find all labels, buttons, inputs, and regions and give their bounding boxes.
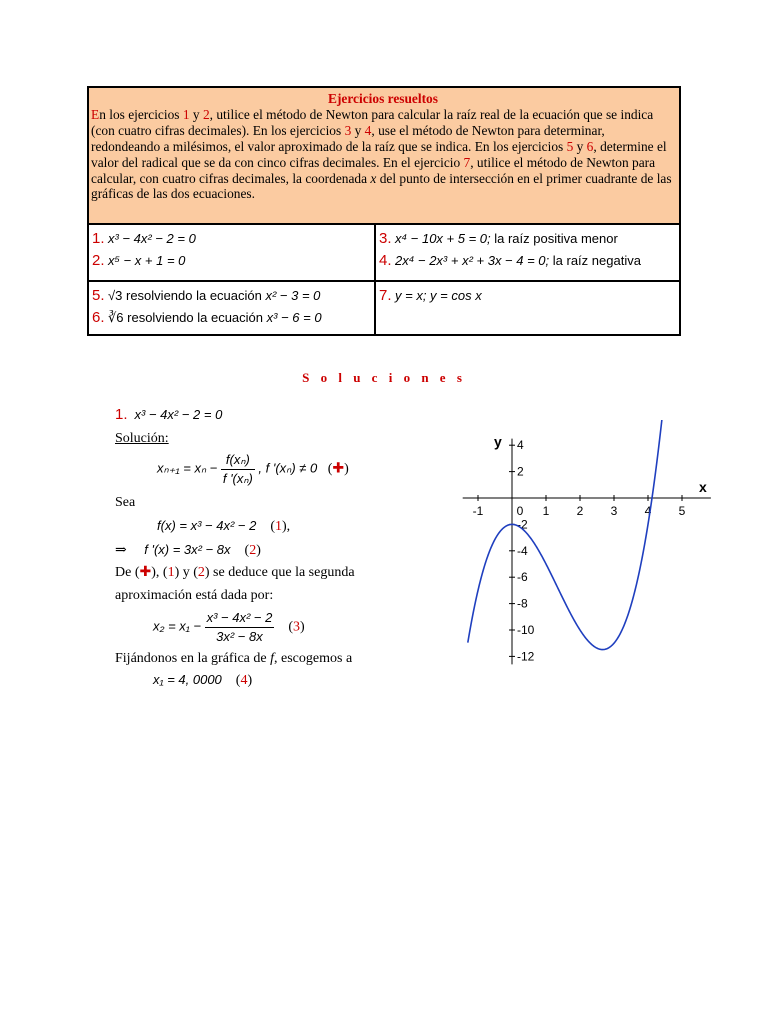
fij-text: Fijándonos en la gráfica de [115, 651, 271, 666]
fraction-denominator: 3x² − 8x [216, 629, 263, 644]
intro-text: , use el método de Newton para determinar, redondeando a milésimos, el valor aproximado de la raíz que se indica. En los ejercicios [91, 122, 605, 154]
exercise-number: 5. [92, 287, 105, 304]
x-axis-label: x [699, 479, 707, 495]
y-tick-label: -12 [517, 649, 535, 664]
fijandonos-text [115, 650, 352, 668]
x2-lhs: x₂ = x₁ − [153, 618, 202, 634]
exercise-equation: x³ − 6 = 0 [266, 310, 322, 325]
y-tick-label: -8 [517, 596, 528, 611]
intro-text: y [189, 106, 203, 122]
intro-ref: 2 [202, 106, 210, 122]
exercise-note: la raíz negativa [549, 253, 641, 268]
cell-exercises-3-4 [376, 226, 679, 280]
exercise-radical: ∛6 [108, 310, 124, 325]
header-intro [91, 107, 675, 202]
y-tick-label: -10 [517, 623, 535, 637]
deduction-text: ) se deduce que la segunda [204, 565, 355, 580]
intro-ref: 5 [566, 138, 574, 154]
graph-axes [463, 439, 711, 665]
intro-ref: 7 [463, 154, 471, 170]
solutions-title: S o l u c i o n e s [302, 370, 466, 385]
y-tick-label: 4 [517, 438, 524, 453]
exercise-equation: x⁵ − x + 1 = 0 [108, 253, 186, 268]
intro-text: del punto de intersección en el primer cuadrante de las gráficas de las dos ecuaciones. [91, 170, 672, 202]
exercise-number: 2. [92, 252, 105, 269]
exercise-note: la raíz positiva menor [490, 231, 618, 246]
exercise-text: resolviendo la ecuación [123, 310, 267, 325]
deduction-line [115, 564, 355, 582]
intro-ref: 3 [344, 122, 352, 138]
ref-label: 4 [240, 673, 248, 688]
ref-label: 2 [249, 543, 257, 558]
ref-label: 1 [167, 565, 175, 580]
y-axis-label: y [494, 433, 502, 450]
intro-text: , utilice el método de Newton para calcular, con cuatro cifras decimales, la coordenada [91, 154, 656, 186]
newton-formula: xₙ₊₁ = xₙ − $\frac{\text{f(xₙ)}}{\text{f '(xₙ)}}$ , f '(xₙ) ≠ 0 (✚) [157, 452, 349, 486]
x-tick-label: 1 [542, 504, 550, 518]
fraction-numerator: x³ − 4x² − 2 [205, 609, 275, 628]
ref-label: 1 [275, 519, 283, 534]
exercise-1 [92, 228, 371, 250]
fraction-denominator: f '(xₙ) [222, 471, 253, 486]
exercise-number: 7. [379, 287, 392, 304]
x-tick-label: 3 [610, 504, 618, 518]
x-tick-label: 4 [644, 504, 652, 518]
x2-fraction [205, 609, 275, 646]
exercise-equation: 2x⁴ − 2x³ + x² + 3x − 4 = 0; [395, 253, 550, 268]
aproximacion-text: aproximación está dada por: [115, 588, 274, 603]
header-title: Ejercicios resueltos [328, 91, 438, 106]
y-tick-label: 2 [517, 464, 524, 479]
intro-text: y [573, 138, 587, 154]
exercise-2 [92, 250, 371, 272]
fraction-numerator: f(xₙ) [221, 451, 255, 470]
x1-value: x₁ = 4, 0000 (4) [153, 672, 253, 688]
deduction-text: ) y ( [174, 565, 198, 580]
exercise-equation: x³ − 4x² − 2 = 0 [108, 231, 196, 246]
solution-exercise-heading [115, 406, 222, 425]
y-tick-label: -2 [517, 517, 528, 532]
cross-marker: ✚ [332, 461, 345, 477]
newton-lhs: xₙ₊₁ = xₙ − [157, 460, 218, 476]
f-definition: f(x) = x³ − 4x² − 2 (1), [157, 518, 291, 534]
intro-text: y [351, 122, 365, 138]
ref-label: 3 [293, 619, 300, 635]
x-tick-label: 5 [678, 504, 686, 518]
cross-marker: ✚ [139, 565, 152, 580]
exercise-text: resolviendo la ecuación [122, 288, 266, 303]
x1-formula: x₁ = 4, 0000 [153, 672, 222, 687]
x-tick-label: -1 [472, 504, 484, 518]
x-tick-label: 0 [516, 504, 524, 518]
implies-symbol: ⇒ [115, 543, 127, 558]
intro-text: , utilice el método de Newton para calcular la raíz real de la ecuación que se indica (con cuatro cifras decimales). En los ejercicios [91, 106, 654, 138]
x2-formula: x₂ = x₁ − $\frac{\text{x³ − 4x² − 2}}{\text{3x² − 8x}}$ (3) [153, 610, 305, 644]
fij-f: f [270, 651, 275, 666]
deduction-text: De ( [115, 565, 140, 580]
y-tick-label: -4 [517, 543, 528, 558]
cell-exercises-5-6 [89, 283, 374, 335]
intro-ref: 1 [182, 106, 190, 122]
intro-ref: 6 [586, 138, 594, 154]
exercise-number: 3. [379, 230, 392, 247]
newton-condition: , f '(xₙ) ≠ 0 [258, 460, 318, 476]
exercise-table [87, 86, 681, 336]
function-graph [455, 420, 715, 685]
exercise-5 [92, 285, 371, 307]
solution-label: Solución: [115, 431, 169, 446]
intro-initial: E [91, 106, 100, 122]
solution-equation: x³ − 4x² − 2 = 0 [134, 407, 223, 422]
exercise-number: 1. [92, 230, 105, 247]
cell-exercise-7 [376, 283, 679, 335]
fprime-definition: ⇒ f '(x) = 3x² − 8x (2) [115, 542, 261, 558]
exercise-3 [379, 228, 676, 250]
exercise-number: 6. [92, 309, 105, 326]
fprime-formula: f '(x) = 3x² − 8x [144, 542, 231, 557]
intro-text: , determine el valor del radical que se da con cinco cifras decimales. En el ejercicio [91, 138, 667, 170]
x-tick-label: 2 [576, 504, 584, 518]
function-curve [468, 420, 662, 650]
f-formula: f(x) = x³ − 4x² − 2 [157, 518, 257, 533]
exercise-4 [379, 250, 676, 272]
exercise-equation: y = x; y = cos x [395, 288, 482, 303]
y-tick-label: -6 [517, 570, 528, 585]
deduction-text: ), ( [151, 565, 168, 580]
row-divider [89, 280, 679, 282]
table-header [89, 88, 679, 225]
exercise-number: 4. [379, 252, 392, 269]
ref-label: 2 [197, 565, 205, 580]
intro-ref: 4 [364, 122, 372, 138]
exercise-equation: x⁴ − 10x + 5 = 0; [395, 231, 491, 246]
intro-text: n los ejercicios [99, 106, 183, 122]
exercise-radical: √3 [108, 288, 123, 303]
fij-text: , escogemos a [274, 651, 353, 666]
solution-number: 1. [115, 406, 128, 423]
exercise-7 [379, 285, 676, 307]
intro-var: x [370, 170, 377, 186]
sea-text: Sea [115, 495, 136, 510]
newton-fraction [221, 451, 255, 488]
exercise-equation: x² − 3 = 0 [265, 288, 321, 303]
exercise-6 [92, 307, 371, 329]
cell-exercises-1-2 [89, 226, 374, 280]
